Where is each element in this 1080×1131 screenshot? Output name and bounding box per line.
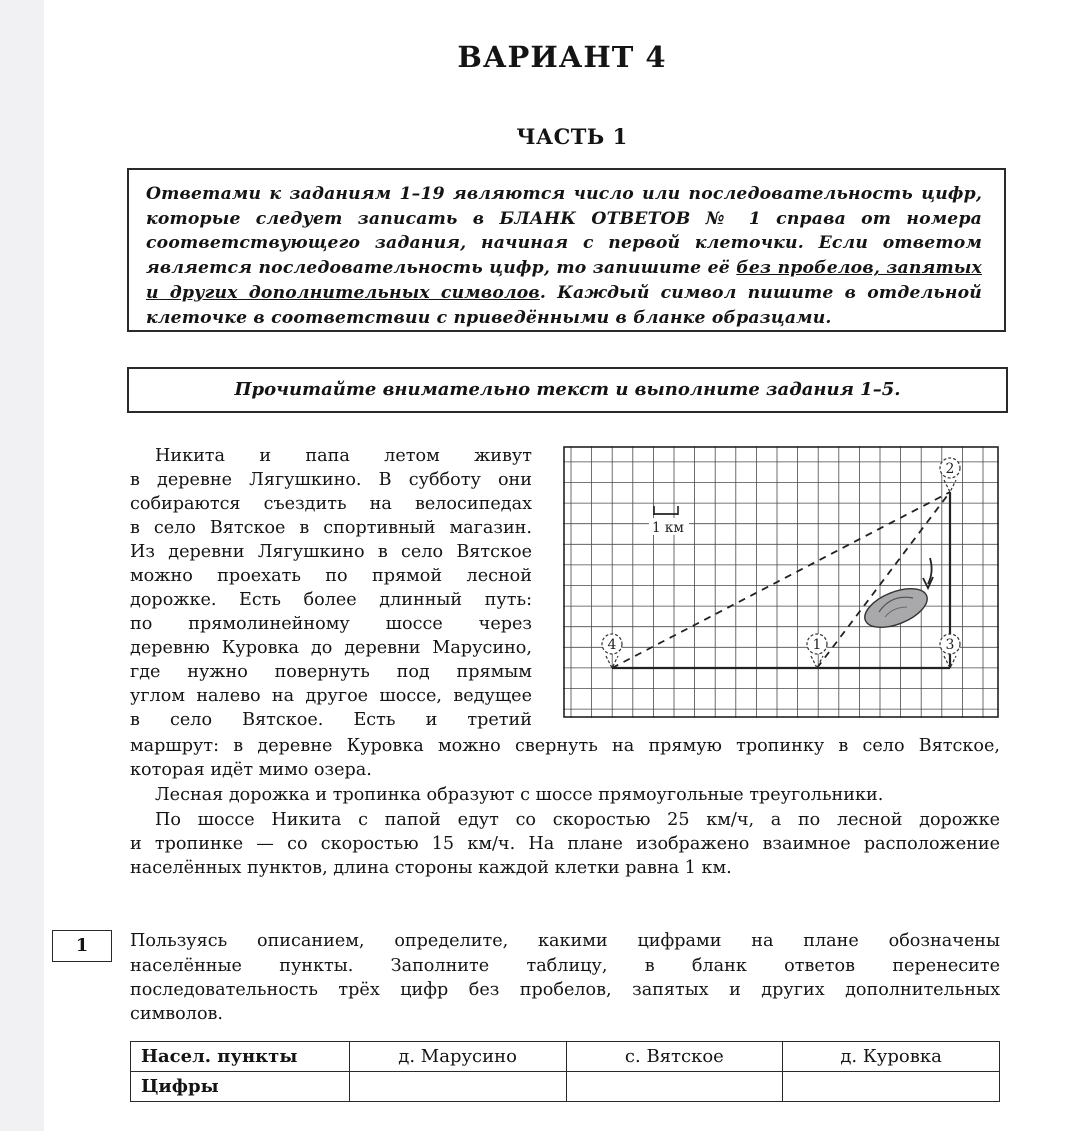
table-header-label: Насел. пункты — [131, 1042, 350, 1072]
marker-label: 4 — [607, 637, 617, 653]
map-border — [564, 447, 998, 717]
story-line: углом налево на другое шоссе, ведущее — [130, 686, 532, 706]
instructions-box — [127, 168, 1006, 332]
story-line: населённых пунктов, длина стороны каждой клетки равна 1 км. — [130, 858, 732, 878]
village-map — [563, 446, 999, 718]
answer-cell[interactable] — [566, 1072, 783, 1102]
story-line: По шоссе Никита с папой едут со скоростью 25 км/ч, а по лесной дорожке — [155, 810, 1000, 830]
exam-page — [44, 0, 1080, 1131]
answer-cell[interactable] — [349, 1072, 566, 1102]
story-line: по прямолинейному шоссе через — [130, 614, 532, 634]
task-line: символов. — [130, 1004, 224, 1024]
answer-table — [130, 1041, 1000, 1102]
instructions-part-1: Ответами к заданиям 1–19 являются число или последовательность цифр, которые следует записать в БЛАНК ОТВЕТОВ № 1 справа от номера соответствующего задания, начиная с первой клеточки. Если ответом является последовательность цифр, то запишите её — [146, 184, 982, 279]
village-marker-2 — [940, 458, 960, 492]
table-header-cell: с. Вятское — [566, 1042, 783, 1072]
story-line: и тропинке — со скоростью 15 км/ч. На плане изображено взаимное расположение — [130, 834, 1000, 854]
table-row — [131, 1042, 1000, 1072]
story-line: дорожке. Есть более длинный путь: — [130, 590, 532, 610]
answer-cell[interactable] — [783, 1072, 1000, 1102]
story-line: которая идёт мимо озера. — [130, 760, 372, 780]
task-number-box: 1 — [52, 930, 112, 962]
instructions-text — [146, 182, 982, 330]
village-marker-1 — [807, 634, 827, 668]
instructions-part-2: . Каждый символ пишите в отдельной клеточке в соответствии с приведёнными в бланке образцами. — [146, 282, 982, 328]
marker-label: 2 — [945, 461, 955, 477]
story-line: Из деревни Лягушкино в село Вятское — [130, 542, 532, 562]
story-line: можно проехать по прямой лесной — [130, 566, 532, 586]
task-line: последовательность трёх цифр без пробелов, запятых и других дополнительных — [130, 980, 1000, 1000]
story-line: в деревне Лягушкино. В субботу они — [130, 470, 532, 490]
table-row — [131, 1072, 1000, 1102]
scale-label: 1 км — [652, 520, 684, 536]
map-grid — [563, 446, 999, 718]
story-line: Лесная дорожка и тропинка образуют с шоссе прямоугольные треугольники. — [155, 785, 884, 805]
instructions-underlined: без пробелов, запятых и других дополнительных символов — [146, 258, 982, 303]
read-prompt-box: Прочитайте внимательно текст и выполните задания 1–5. — [127, 367, 1008, 413]
story-line: в село Вятское в спортивный магазин. — [130, 518, 532, 538]
story-line: собираются съездить на велосипедах — [130, 494, 532, 514]
part-heading: ЧАСТЬ 1 — [516, 124, 628, 149]
task-line: населённые пункты. Заполните таблицу, в бланк ответов перенесите — [130, 956, 1000, 976]
story-line: Никита и папа летом живут — [155, 446, 532, 466]
page-title: ВАРИАНТ 4 — [457, 40, 667, 74]
story-line: маршрут: в деревне Куровка можно свернуть на прямую тропинку в село Вятское, — [130, 736, 1000, 756]
marker-label: 3 — [945, 637, 955, 653]
table-header-cell: д. Марусино — [349, 1042, 566, 1072]
task-line: Пользуясь описанием, определите, какими цифрами на плане обозначены — [130, 931, 1000, 951]
story-line: где нужно повернуть под прямым — [130, 662, 532, 682]
story-line: деревню Куровка до деревни Марусино, — [130, 638, 532, 658]
map-scale — [649, 506, 689, 536]
table-header-cell: д. Куровка — [783, 1042, 1000, 1072]
marker-label: 1 — [812, 637, 822, 653]
story-line: в село Вятское. Есть и третий — [130, 710, 532, 730]
table-row-label: Цифры — [131, 1072, 350, 1102]
